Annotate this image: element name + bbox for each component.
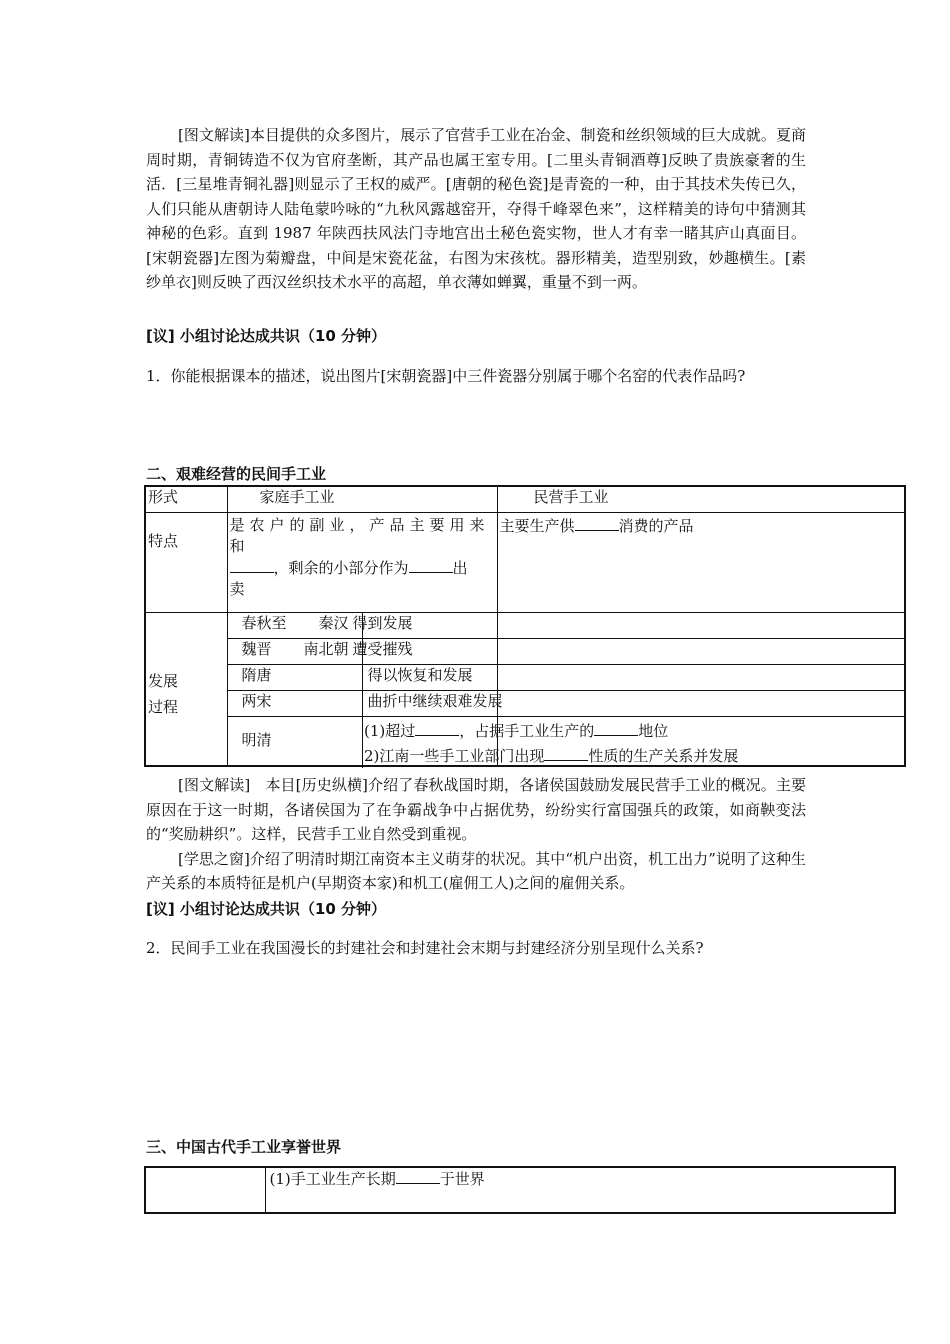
blank — [594, 720, 638, 736]
blank — [230, 557, 274, 573]
row-development-label — [145, 612, 227, 766]
mq-text-e: 性质的生产关系并发展 — [588, 747, 739, 765]
fame-text-a: (1)手工业生产长期 — [269, 1170, 396, 1188]
blank — [415, 720, 459, 736]
blank — [544, 745, 588, 761]
reading-text: [图文解读]本目提供的众多图片，展示了官营手工业在冶金、制瓷和丝织领域的巨大成就。夏商周时期，青铜铸造不仅为官府垄断，其产品也属王室专用。[二里头青铜酒尊]反映了贵族豪奢的生活．[三星堆青铜礼器]则显示了王权的威严。[唐朝的秘色瓷]是青瓷的一种，由于其技术失传已久，人们只能从唐朝诗人陆龟蒙吟咏的“九秋风露越窑开，夺得千峰翠色来”，这样精美的诗句中猜测其神秘的色彩。直到 1987 年陕西扶风法门寺地宫出土秘色瓷实物，世人才有幸一睹其庐山真面目。[宋朝瓷器]左图为菊瓣盘，中间是宋瓷花盆，右图为宋孩枕。器形精美，造型别致，妙趣横生。[素纱单衣]则反映了西汉丝织技术水平的高超，单衣薄如蝉翼，重量不到一两。 — [146, 126, 806, 291]
fame-content-cell — [265, 1167, 895, 1213]
period-mingqing: 明清 — [227, 716, 497, 766]
header-home: 家庭手工业 — [227, 486, 497, 512]
discuss-heading-1: [议] 小组讨论达成共识（10 分钟） — [146, 327, 387, 345]
period-text: 遭受摧残 — [352, 639, 413, 658]
blank — [396, 1168, 440, 1184]
section-3-heading: 三、中国古代手工业享誉世界 — [146, 1138, 342, 1156]
blank — [409, 557, 453, 573]
period-liangsong: 两宋 — [227, 690, 497, 716]
home-feature-line1: 是农户的副业，产品主要用来 — [229, 515, 490, 534]
mq-text-a: (1)超过 — [364, 722, 416, 740]
period-suitang-text: 得以恢复和发展 — [361, 664, 769, 690]
period-start: 魏晋 — [241, 639, 272, 658]
period-start: 春秋至 — [241, 613, 287, 632]
period-end: 秦汉 — [318, 613, 349, 632]
period-suitang: 隋唐 — [227, 664, 497, 690]
fame-text-b: 于世界 — [439, 1170, 485, 1188]
mingqing-line1 — [364, 720, 668, 742]
header-private: 民营手工业 — [497, 486, 905, 512]
fame-label-cell — [145, 1167, 265, 1213]
world-fame-table — [144, 1166, 896, 1214]
reading-paragraph-2 — [146, 773, 806, 896]
home-feature-line2: 和 — [229, 536, 245, 555]
row-feature-label: 特点 — [145, 512, 227, 612]
header-form: 形式 — [145, 486, 227, 512]
dev-label-2: 过程 — [148, 698, 179, 717]
private-feature-text1: 主要生产供 — [499, 516, 575, 535]
discuss-heading-2: [议] 小组讨论达成共识（10 分钟） — [146, 900, 387, 918]
section-2-heading: 二、艰难经营的民间手工业 — [146, 465, 327, 483]
period-end: 南北朝 — [303, 639, 349, 658]
reading-paragraph-1 — [146, 123, 806, 295]
reading-text-2a: [图文解读] 本目[历史纵横]介绍了春秋战国时期，各诸侯国鼓励发展民营手工业的概况。主要原因在于这一时期，各诸侯国为了在争霸战争中占据优势，纷纷实行富国强兵的政策，如商鞅变法的“奖励耕织”。这样，民营手工业自然受到重视。 — [146, 776, 806, 843]
mq-text-c: 地位 — [638, 722, 669, 740]
home-feature-line3 — [230, 557, 495, 579]
question-1: 1．你能根据课本的描述，说出图片[宋朝瓷器]中三件瓷器分别属于哪个名窑的代表作品吗? — [146, 367, 746, 385]
private-feature-cell — [497, 512, 905, 612]
period-text: 得到发展 — [352, 613, 413, 632]
period-liangsong-text: 曲折中继续艰难发展 — [361, 690, 769, 716]
mq-text-b: ，占据手工业生产的 — [459, 722, 595, 740]
question-2: 2．民间手工业在我国漫长的封建社会和封建社会末期与封建经济分别呈现什么关系? — [146, 939, 704, 957]
home-feature-line4: 卖 — [229, 579, 245, 598]
home-feature-cell — [227, 512, 497, 612]
mq-text-d: 2)江南一些手工业部门出现 — [364, 747, 545, 765]
private-feature-text2: 消费的产品 — [618, 516, 694, 535]
dev-label-1: 发展 — [148, 672, 179, 691]
home-feature-text3: ，剩余的小部分作为 — [273, 558, 409, 577]
mingqing-line2 — [364, 745, 738, 767]
home-feature-text4: 出 — [452, 558, 468, 577]
blank — [575, 515, 619, 531]
reading-text-2b: [学思之窗]介绍了明清时期江南资本主义萌芽的状况。其中“机户出资，机工出力”说明了这种生产关系的本质特征是机户(早期资本家)和机工(雇佣工人)之间的雇佣关系。 — [146, 849, 806, 892]
